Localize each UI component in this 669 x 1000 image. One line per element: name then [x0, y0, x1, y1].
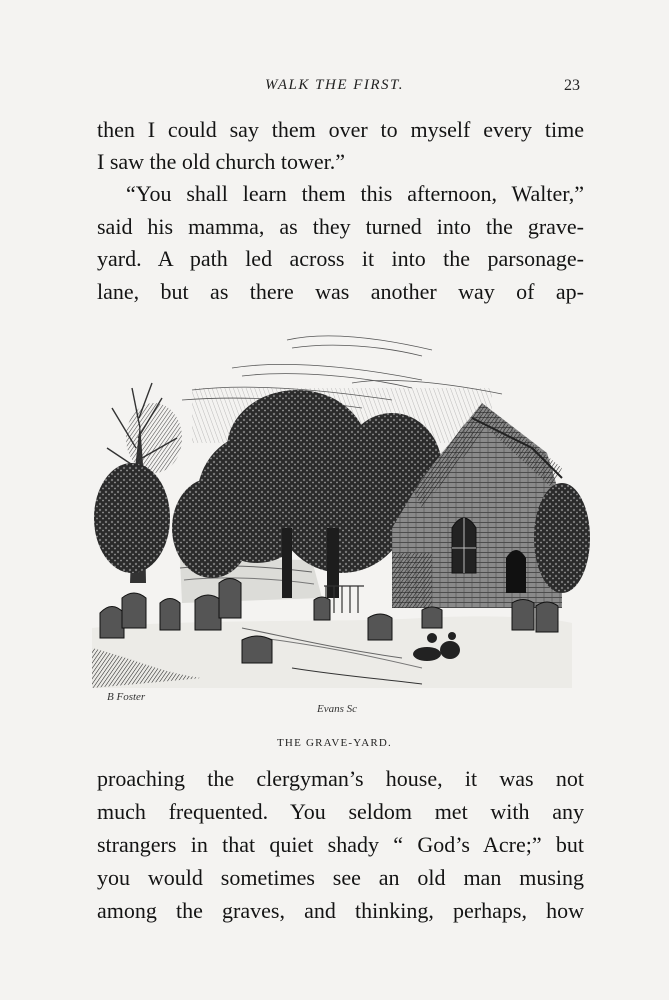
- text-line: proaching the clergyman’s house, it was not: [97, 766, 584, 791]
- text-line: I saw the old church tower.”: [97, 149, 346, 174]
- text-line: said his mamma, as they turned into the grave-: [97, 214, 584, 239]
- text-line: strangers in that quiet shady “ God’s Acre;” but: [97, 832, 584, 857]
- page-number: 23: [564, 77, 580, 94]
- graveyard-engraving: [92, 328, 592, 728]
- text-line: yard. A path led across it into the parsonage-: [97, 246, 584, 271]
- text-line: “You shall learn them this afternoon, Walter,”: [126, 181, 584, 206]
- text-line: you would sometimes see an old man musing: [97, 865, 584, 890]
- text-line: among the graves, and thinking, perhaps, how: [97, 898, 584, 923]
- illustration-caption: THE GRAVE-YARD.: [277, 737, 392, 749]
- engraver-signature: Evans Sc: [317, 703, 358, 715]
- text-line: then I could say them over to myself every time: [97, 117, 584, 142]
- artist-signature: B Foster: [107, 691, 146, 703]
- text-line: lane, but as there was another way of ap-: [97, 279, 584, 304]
- left-tree: [94, 383, 182, 583]
- text-line: much frequented. You seldom met with any: [97, 799, 584, 824]
- running-header: WALK THE FIRST.: [264, 77, 405, 93]
